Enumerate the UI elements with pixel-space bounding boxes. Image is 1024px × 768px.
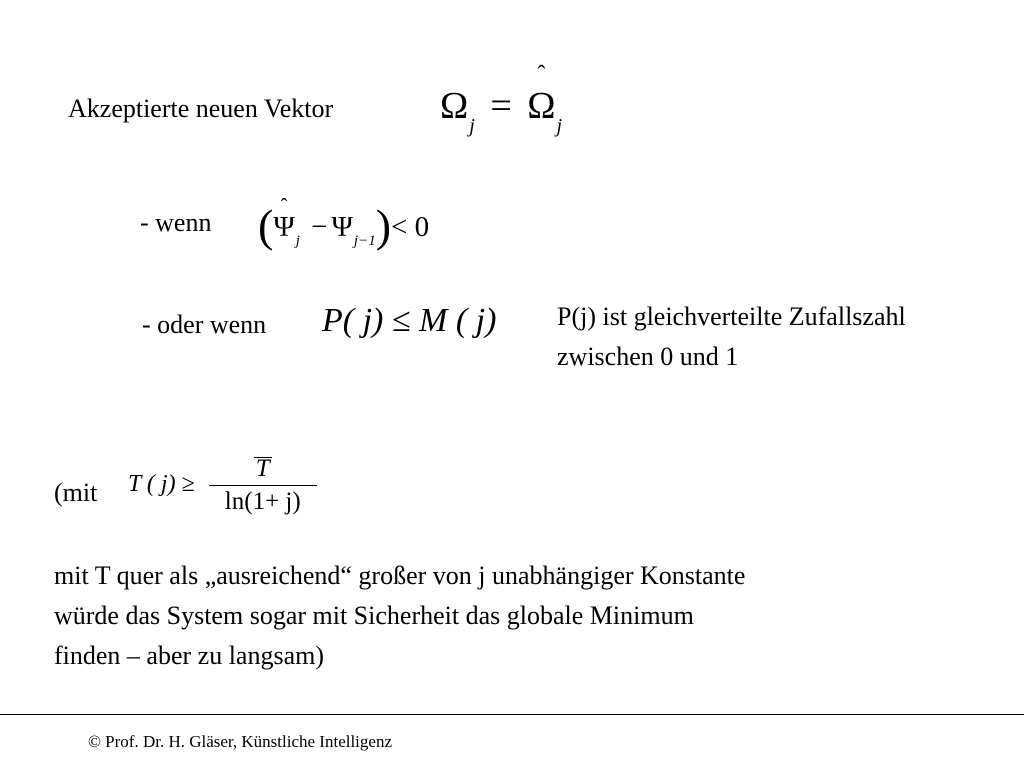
- footer-copyright: © Prof. Dr. H. Gläser, Künstliche Intelligenz: [88, 732, 392, 751]
- omega-hat-subscript: j: [556, 115, 563, 137]
- probability-formula: P( j) ≤ M ( j): [322, 302, 497, 339]
- temperature-formula: [128, 455, 317, 516]
- psi-hat-symbol: ˆ Ψ: [273, 195, 295, 243]
- right-paren: ): [375, 200, 392, 251]
- with-label: (mit: [54, 478, 98, 507]
- minus-sign: −: [311, 211, 328, 243]
- left-paren: (: [258, 200, 274, 251]
- explanation-paragraph: [54, 556, 745, 676]
- psi-subscript: j−1: [353, 233, 376, 249]
- vector-assignment-formula: [440, 62, 563, 137]
- paragraph-line-2: würde das System sogar mit Sicherheit das globale Minimum: [54, 601, 694, 630]
- condition-label-or-if: - oder wenn: [142, 310, 267, 339]
- acceptance-label: Akzeptierte neuen Vektor: [68, 94, 334, 123]
- temperature-lhs: T ( j) ≥: [128, 471, 195, 498]
- omega-symbol: Ω: [440, 85, 469, 127]
- paragraph-line-1: mit T quer als „ausreichend“ großer von j unabhängiger Konstante: [54, 561, 746, 590]
- omega-subscript: j: [469, 115, 475, 137]
- condition-label-if: - wenn: [140, 208, 212, 237]
- psi-hat-subscript: j: [295, 233, 300, 249]
- fraction-denominator: ln(1+ j): [224, 488, 301, 515]
- equals-sign: =: [490, 85, 512, 127]
- less-than-zero: < 0: [391, 211, 430, 243]
- fraction: [209, 455, 317, 516]
- psi-symbol: Ψ: [331, 211, 353, 243]
- paragraph-line-3: finden – aber zu langsam): [54, 641, 325, 670]
- note-line-1: P(j) ist gleichverteilte Zufallszahl: [557, 302, 906, 331]
- overline-bar: [254, 457, 272, 458]
- hat-mark: ˆ: [537, 62, 546, 88]
- note-line-2: zwischen 0 und 1: [557, 342, 739, 371]
- footer-divider: [0, 714, 1024, 715]
- psi-difference-formula: [258, 194, 430, 251]
- fraction-numerator: T: [209, 455, 317, 485]
- omega-hat-symbol: ˆ Ω: [527, 62, 556, 127]
